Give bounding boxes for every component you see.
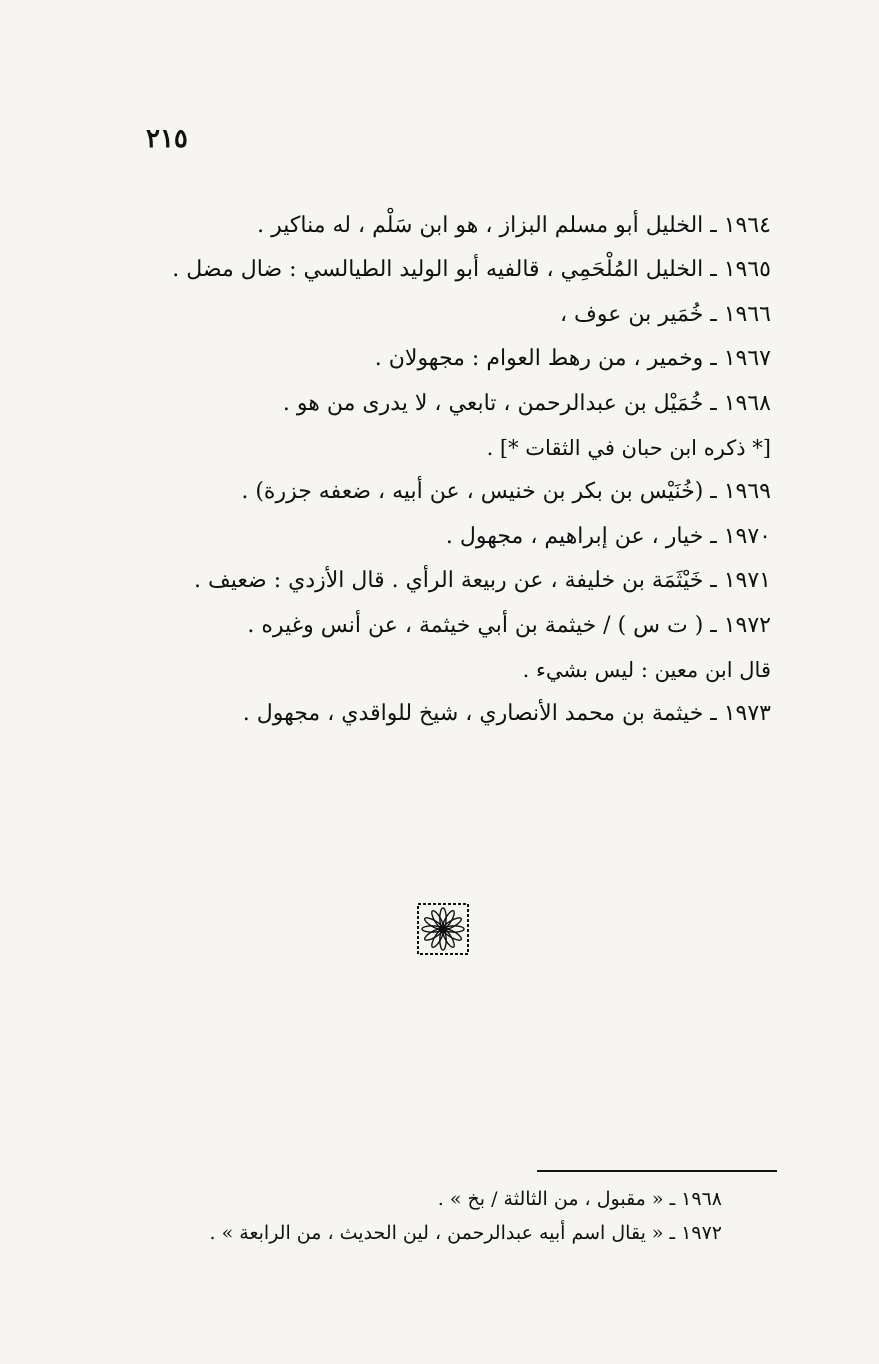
entry-1964: ١٩٦٤ ـ الخليل أبو مسلم البزاز ، هو ابن سَلْم ، له مناكير . [257, 213, 771, 238]
entry-1969: ١٩٦٩ ـ (خُنَيْس بن بكر بن خنيس ، عن أبيه ، ضعفه جزرة) . [241, 479, 771, 505]
entry-1965: ١٩٦٥ ـ الخليل المُلْحَمِي ، قالفيه أبو الوليد الطيالسي : ضال مضل . [172, 257, 771, 283]
entry-1972: ١٩٧٢ ـ ( ت س ) / خيثمة بن أبي خيثمة ، عن أنس وغيره . [247, 612, 771, 638]
entry-1967: ١٩٦٧ ـ وخمير ، من رهط العوام : مجهولان . [374, 346, 771, 372]
entry-1968: ١٩٦٨ ـ خُمَيْل بن عبدالرحمن ، تابعي ، لا يدرى من هو . [282, 390, 771, 416]
entry-1972-continuation: قال ابن معين : ليس بشيء . [522, 657, 771, 682]
entry-1970: ١٩٧٠ ـ خيار ، عن إبراهيم ، مجهول . [445, 523, 771, 549]
footnote-1968: ١٩٦٨ ـ « مقبول ، من الثالثة / بخ » . [437, 1188, 722, 1210]
entries-list [131, 204, 771, 737]
footnote-divider [537, 1170, 777, 1172]
entry-1971: ١٩٧١ ـ خَيْثَمَة بن خليفة ، عن ربيعة الرأي . قال الأزدي : ضعيف . [194, 568, 771, 594]
floral-ornament-icon [416, 902, 470, 956]
entry-1968-continuation: [* ذكره ابن حبان في الثقات *] . [486, 435, 771, 460]
entry-1966: ١٩٦٦ ـ خُمَير بن عوف ، [559, 301, 771, 327]
entry-1973: ١٩٧٣ ـ خيثمة بن محمد الأنصاري ، شيخ للواقدي ، مجهول . [242, 701, 771, 727]
footnote-1972: ١٩٧٢ ـ « يقال اسم أبيه عبدالرحمن ، لين الحديث ، من الرابعة » . [209, 1222, 722, 1244]
page-number: ٢١٥ [146, 124, 188, 154]
footnotes [122, 1182, 722, 1250]
